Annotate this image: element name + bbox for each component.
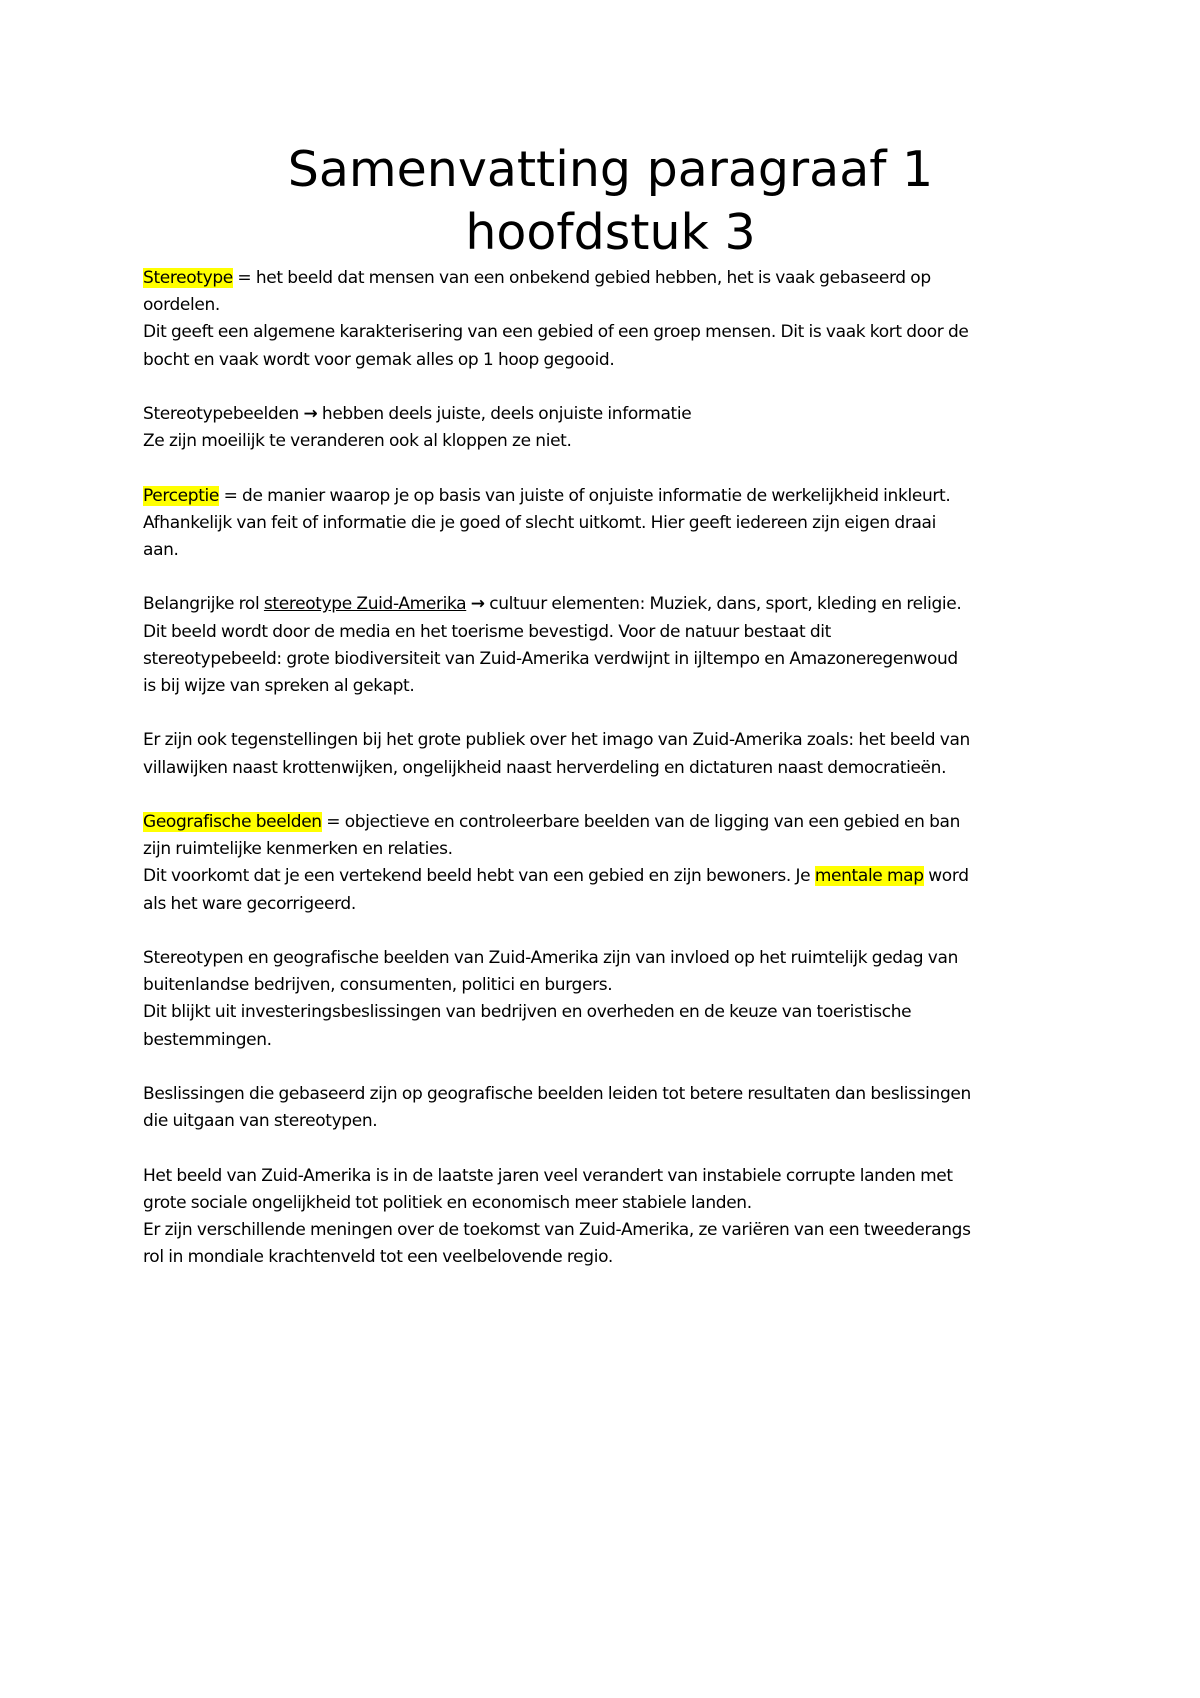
title-line-2: hoofdstuk 3 bbox=[465, 204, 756, 261]
paragraph-gap bbox=[143, 1054, 1078, 1081]
text-span: Belangrijke rol bbox=[143, 594, 264, 615]
underlined-term: stereotype Zuid-Amerika bbox=[263, 594, 467, 615]
text-span: Stereotypebeelden bbox=[143, 404, 304, 424]
paragraph-tegenstellingen bbox=[143, 727, 1078, 781]
paragraph-gap bbox=[143, 1135, 1078, 1162]
text-line bbox=[143, 809, 1078, 836]
text-line: rol in mondiale krachtenveld tot een veelbelovende regio. bbox=[143, 1247, 613, 1268]
highlighted-term-stereotype: Stereotype bbox=[143, 268, 233, 288]
paragraph-stereotype bbox=[143, 265, 1078, 374]
paragraph-gap bbox=[143, 782, 1078, 809]
page-title bbox=[143, 138, 1078, 264]
highlighted-term-geografische-beelden: Geografische beelden bbox=[143, 811, 322, 832]
text-line: Beslissingen die gebaseerd zijn op geografische beelden leiden tot betere resultaten dan beslissingen bbox=[143, 1083, 971, 1104]
paragraph-gap bbox=[143, 374, 1078, 401]
paragraph-beslissingen bbox=[143, 1081, 1078, 1135]
paragraph-geografische-beelden bbox=[143, 809, 1078, 918]
text-line: als het ware gecorrigeerd. bbox=[143, 893, 356, 914]
paragraph-gap bbox=[143, 700, 1078, 727]
text-span: word bbox=[923, 866, 969, 887]
text-span: = objectieve en controleerbare beelden van de ligging van een gebied en ban bbox=[321, 811, 961, 832]
paragraph-belangrijke-rol bbox=[143, 591, 1078, 700]
text-line: oordelen. bbox=[143, 295, 220, 316]
paragraph-gap bbox=[143, 455, 1078, 482]
document-body bbox=[143, 265, 1078, 1271]
text-span: = het beeld dat mensen van een onbekend gebied hebben, het is vaak gebaseerd op bbox=[232, 268, 931, 288]
text-line: bocht en vaak wordt voor gemak alles op 1 hoop gegooid. bbox=[143, 349, 615, 370]
paragraph-invloed bbox=[143, 945, 1078, 1054]
title-line-1: Samenvatting paragraaf 1 bbox=[287, 141, 934, 198]
text-line: die uitgaan van stereotypen. bbox=[143, 1111, 378, 1132]
highlighted-term-mentale-map: mentale map bbox=[814, 866, 924, 887]
text-line: aan. bbox=[143, 540, 179, 560]
text-line: stereotypebeeld: grote biodiversiteit van Zuid-Amerika verdwijnt in ijltempo en Amazoneregenwoud bbox=[143, 648, 958, 669]
text-line: Dit geeft een algemene karakterisering van een gebied of een groep mensen. Dit is vaak kort door de bbox=[143, 322, 969, 343]
text-line: grote sociale ongelijkheid tot politiek en economisch meer stabiele landen. bbox=[143, 1192, 752, 1213]
text-line: zijn ruimtelijke kenmerken en relaties. bbox=[143, 839, 453, 860]
text-line: Er zijn ook tegenstellingen bij het grote publiek over het imago van Zuid-Amerika zoals: het beeld van bbox=[143, 730, 970, 751]
text-line: Het beeld van Zuid-Amerika is in de laatste jaren veel verandert van instabiele corrupte landen met bbox=[143, 1165, 953, 1186]
text-span: Dit voorkomt dat je een vertekend beeld hebt van een gebied en zijn bewoners. Je bbox=[143, 866, 815, 887]
text-line: buitenlandse bedrijven, consumenten, politici en burgers. bbox=[143, 975, 613, 996]
text-line bbox=[143, 863, 1078, 890]
text-line: Afhankelijk van feit of informatie die je goed of slecht uitkomt. Hier geeft iedereen zijn eigen draai bbox=[143, 512, 937, 533]
paragraph-gap bbox=[143, 918, 1078, 945]
paragraph-beeld-zuid-amerika bbox=[143, 1163, 1078, 1272]
text-line: villawijken naast krottenwijken, ongelijkheid naast herverdeling en dictaturen naast democratieën. bbox=[143, 757, 947, 778]
text-line: Er zijn verschillende meningen over de toekomst van Zuid-Amerika, ze variëren van een tweederangs bbox=[143, 1219, 971, 1240]
text-line: Dit beeld wordt door de media en het toerisme bevestigd. Voor de natuur bestaat dit bbox=[143, 621, 831, 642]
text-span: cultuur elementen: Muziek, dans, sport, kleding en religie. bbox=[484, 594, 962, 615]
text-span: hebben deels juiste, deels onjuiste informatie bbox=[317, 404, 692, 424]
text-span: = de manier waarop je op basis van juiste of onjuiste informatie de werkelijkheid inkleurt. bbox=[219, 485, 951, 506]
text-line bbox=[143, 401, 1078, 428]
text-line: Stereotypen en geografische beelden van Zuid-Amerika zijn van invloed op het ruimtelijk gedag van bbox=[143, 947, 959, 968]
paragraph-gap bbox=[143, 564, 1078, 591]
text-line bbox=[143, 483, 1078, 510]
text-line: Ze zijn moeilijk te veranderen ook al kloppen ze niet. bbox=[143, 431, 572, 452]
text-line: bestemmingen. bbox=[143, 1029, 272, 1050]
paragraph-perceptie bbox=[143, 483, 1078, 565]
highlighted-term-perceptie: Perceptie bbox=[143, 485, 220, 506]
arrow-right-icon: → bbox=[470, 594, 485, 615]
text-line: Dit blijkt uit investeringsbeslissingen van bedrijven en overheden en de keuze van toeristische bbox=[143, 1002, 912, 1023]
text-line bbox=[143, 591, 1078, 618]
text-line bbox=[143, 265, 1078, 292]
arrow-right-icon: → bbox=[303, 404, 318, 424]
paragraph-stereotypebeelden bbox=[143, 401, 1078, 455]
text-line: is bij wijze van spreken al gekapt. bbox=[143, 676, 415, 696]
